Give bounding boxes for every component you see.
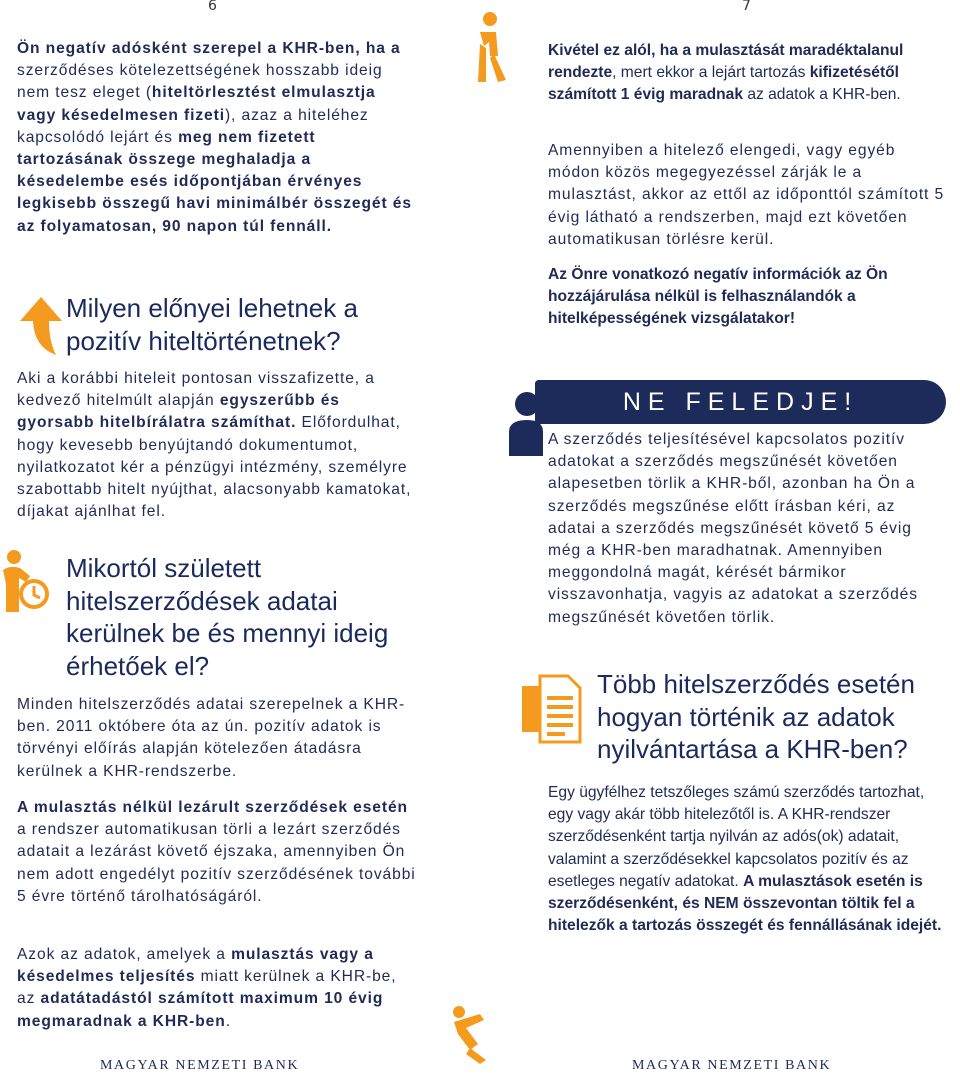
paragraph-negative-info [548, 264, 946, 331]
paragraph-all-contracts [17, 694, 419, 783]
text-run: Ön negatív adósként szerepel a KHR-ben, ha a [17, 40, 401, 57]
text-run: a rendszer automatikusan törli a lezárt szerződés adatait a lezárást követő éjszaka, amennyiben Ön nem adott engedélyt pozitív szerződésének további 5 évre történő tárolhatóságáról. [17, 821, 416, 905]
text-run: meg nem fizetett tartozásának összege meghaladja a késedelembe esés időpontjában érvényes legkisebb összegű havi minimálbér összegét és az folyamatosan, 90 napon túl fennáll. [17, 128, 412, 235]
arrow-up-icon [18, 295, 64, 362]
text-run: Egy ügyfélhez tetszőleges számú szerződés tartozhat, egy vagy akár több hitelezőtől is. A KHR-rendszer szerződésenként tartja nyilván az adós(ok) adatait, valamint a szerződésekkel kapcsolatos pozitív és az esetleges negatív adatokat. [548, 784, 925, 890]
text-run: miatt kerülnek a KHR-be, az [17, 968, 397, 1008]
text-run: kifizetésétől számított 1 évig maradnak [548, 64, 899, 104]
clock-person-icon [0, 548, 52, 619]
text-run: Kivétel ez alól, ha a mulasztását maradéktalanul rendezte [548, 42, 904, 82]
paragraph-default-data [17, 944, 419, 1033]
footer-right: MAGYAR NEMZETI BANK [632, 1058, 832, 1073]
paragraph-negative-debtor [17, 38, 417, 238]
text-run: A szerződés teljesítésével kapcsolatos pozitív adatokat a szerződés megszűnését követően alapesetben törlik a KHR-ből, azonban ha Ön a szerződés megszűnése előtt írásban kéri, az adatai a szerződés megszűnését követő 5 évig még a KHR-ben maradhatnak. Amennyiben meggondolná magát, kérését bármikor visszavonhatja, vagyis az adatokat a szerződés megszűnését követően törlik. [548, 431, 918, 626]
page-number-right: 7 [742, 0, 751, 14]
heading-positive-history: Milyen előnyei lehetnek a pozitív hiteltörténetnek? [66, 293, 358, 356]
heading-when-data: Mikortól született hitelszerződések adatai kerülnek be és mennyi ideig érhetőek el? [66, 553, 389, 681]
text-run: szerződéses kötelezettségének hosszabb ideig nem tesz eleget ( [17, 62, 383, 102]
text-run: az adatok a KHR-ben. [743, 86, 901, 104]
text-run: Azok az adatok, amelyek a [17, 946, 232, 963]
paragraph-positive-benefits [17, 368, 419, 523]
person-icon [507, 388, 545, 463]
heading-multiple-contracts: Több hitelszerződés esetén hogyan történik az adatok nyilvántartása a KHR-ben? [597, 669, 915, 764]
paragraph-creditor-release [548, 140, 946, 251]
walking-person-icon [470, 10, 512, 89]
text-run: . [225, 1012, 231, 1030]
documents-icon [520, 672, 582, 749]
paragraph-multiple-contracts [548, 782, 946, 937]
falling-person-icon [450, 1004, 490, 1069]
text-run: Amennyiben a hitelező elengedi, vagy egyéb módon közös megegyezéssel zárják le a mulasztást, akkor az ettől az időponttól számított 5 évig látható a rendszerben, majd ezt követően automatikusan törlésre kerül. [548, 142, 945, 248]
text-run: egyszerűbb és gyorsabb hitelbírálatra számíthat. [17, 392, 340, 432]
paragraph-exception [548, 40, 946, 107]
page-number-left: 6 [208, 0, 217, 14]
text-run: Előfordulhat, hogy kevesebb benyújtandó dokumentumot, nyilatkozatot kér a pénzügyi intézmény, személyre szabottabb hitelt nyújthat, alacsonyabb kamatokat, díjakat ajánlhat fel. [17, 414, 412, 521]
paragraph-closed-contracts [17, 797, 419, 908]
text-run: , mert ekkor a lejárt tartozás [612, 64, 810, 82]
text-run: Minden hitelszerződés adatai szerepelnek a KHR-ben. 2011 októbere óta az ún. pozitív adatok is törvényi előírás alapján kötelezően átadásra kerülnek a KHR-rendszerbe. [17, 696, 406, 780]
text-run: A mulasztás nélkül lezárult szerződések esetén [17, 799, 408, 816]
reminder-banner: NE FELEDJE! [535, 380, 946, 424]
footer-left: MAGYAR NEMZETI BANK [100, 1058, 300, 1073]
text-run: mulasztás vagy a késedelmes teljesítés [17, 946, 374, 986]
text-run: Az Önre vonatkozó negatív információk az Ön hozzájárulása nélkül is felhasználandók a hitelképességének vizsgálatakor! [548, 266, 888, 328]
text-run: Aki a korábbi hiteleit pontosan visszafizette, a kedvező hitelmúlt alapján [17, 370, 375, 410]
text-run: A mulasztások esetén is szerződésenként, és NEM összevontan töltik fel a hitelezők a tartozás összegét és fennállásának idejét. [548, 872, 942, 935]
text-run: ), azaz a hiteléhez kapcsolódó lejárt és [17, 106, 369, 146]
text-run: adatátadástól számított maximum 10 évig megmaradnak a KHR-ben [17, 990, 384, 1030]
paragraph-positive-data [548, 429, 946, 629]
text-run: hiteltörlesztést elmulasztja vagy késedelmesen fizeti [17, 84, 376, 124]
